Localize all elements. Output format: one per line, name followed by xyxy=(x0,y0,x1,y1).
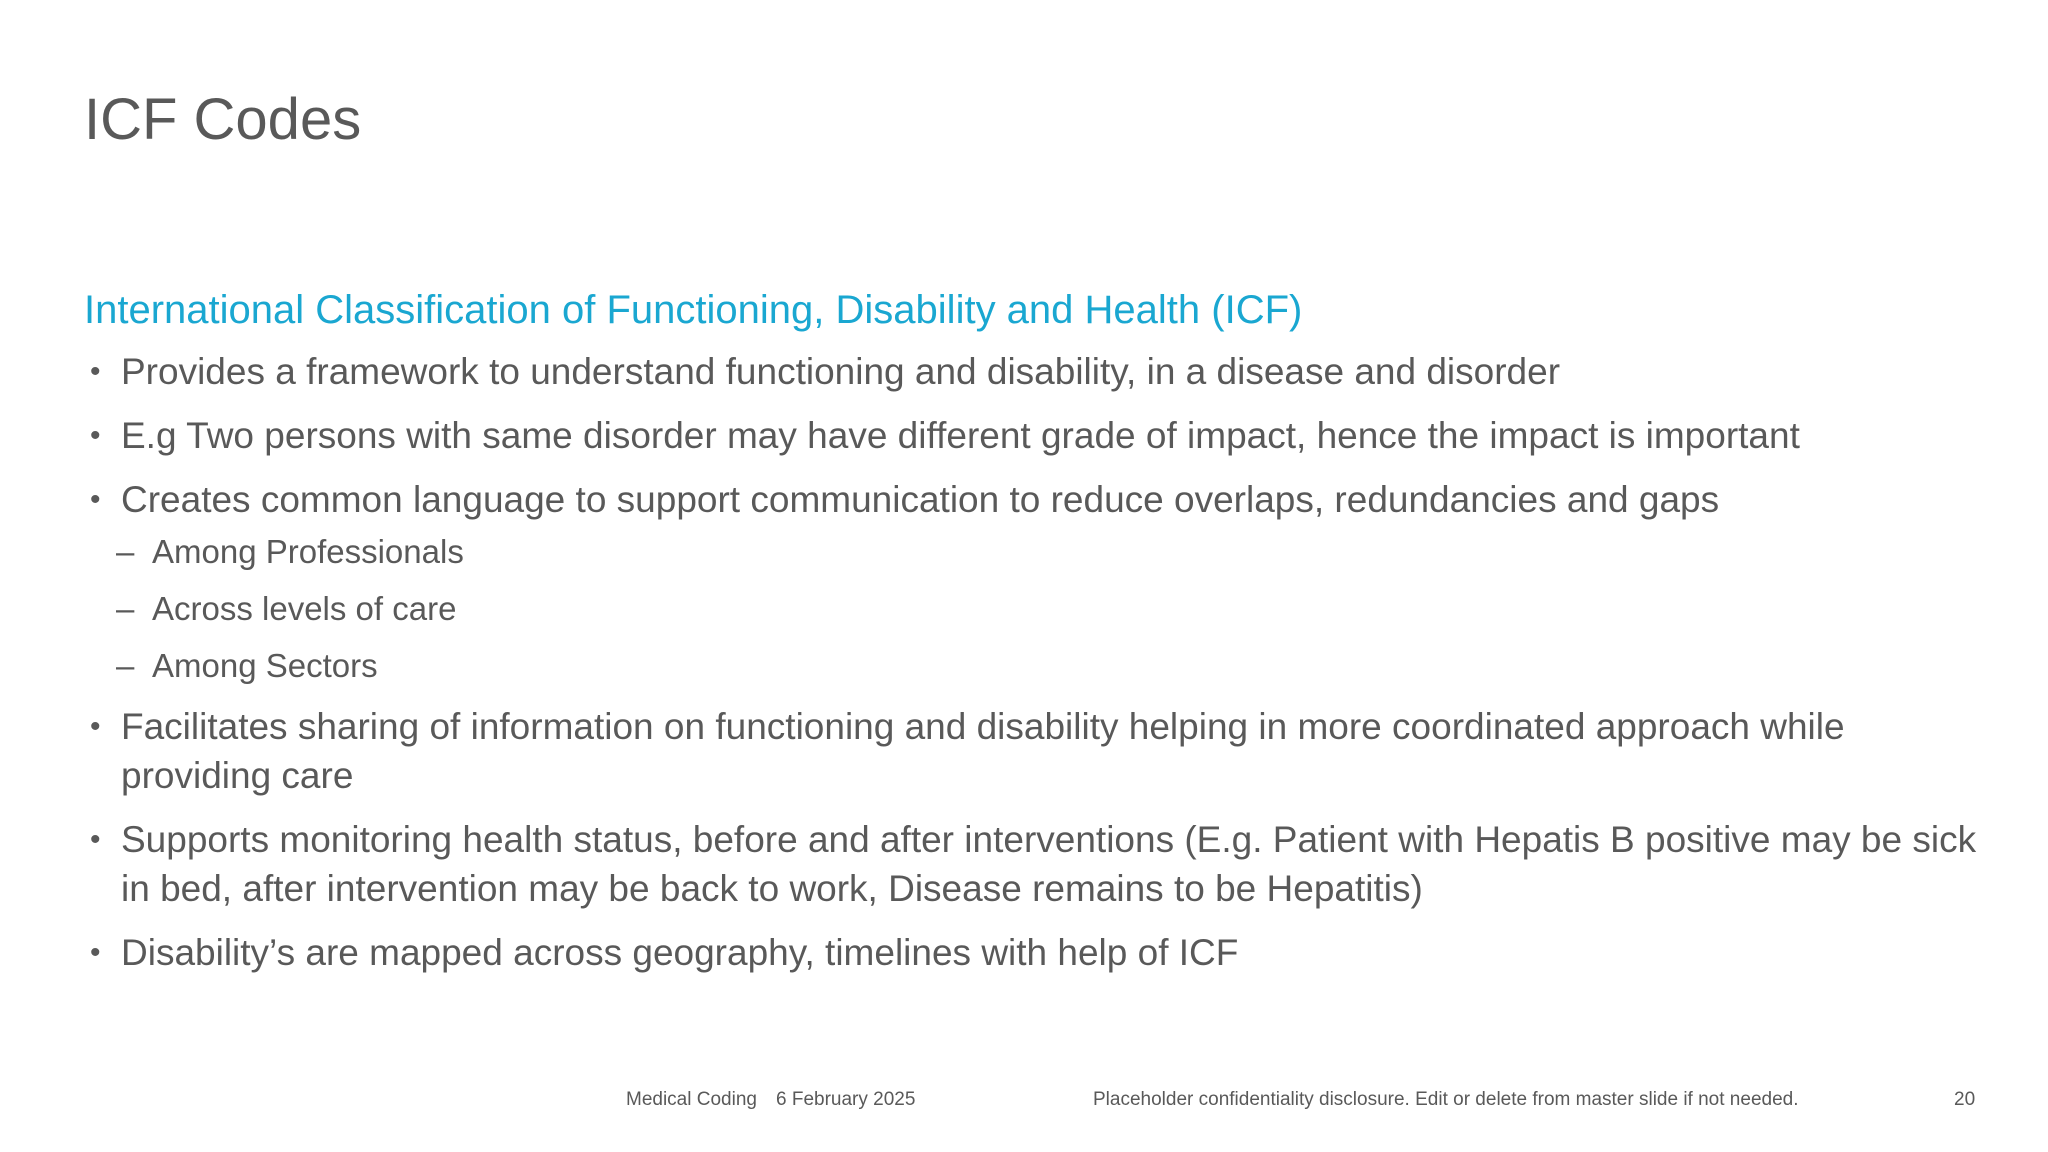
bullet-icon: • xyxy=(90,936,101,969)
dash-icon: – xyxy=(116,533,135,570)
bullet-text: Facilitates sharing of information on functioning and disability helping in more coordinated approach while providing care xyxy=(121,706,1845,796)
footer-deck-name: Medical Coding xyxy=(626,1089,757,1110)
sub-bullet-item xyxy=(84,587,2004,630)
bullet-text: Supports monitoring health status, before and after interventions (E.g. Patient with Hepatis B positive may be sick in bed, after intervention may be back to work, Disease remains to be Hepatitis) xyxy=(121,819,1977,909)
slide-title: ICF Codes xyxy=(84,87,362,152)
bullet-item xyxy=(84,475,2004,687)
slide-subtitle: International Classification of Functioning, Disability and Health (ICF) xyxy=(84,288,1303,332)
bullet-item xyxy=(84,815,2004,913)
slide-body xyxy=(84,283,2004,992)
bullet-icon: • xyxy=(90,823,101,856)
bullet-item xyxy=(84,928,2004,977)
page-number: 20 xyxy=(1954,1089,1976,1110)
sub-bullet-text: Among Sectors xyxy=(152,647,378,684)
bullet-item xyxy=(84,411,2004,460)
bullet-item xyxy=(84,347,2004,396)
footer-date: 6 February 2025 xyxy=(776,1089,916,1110)
sub-bullet-text: Across levels of care xyxy=(152,590,457,627)
bullet-text: Provides a framework to understand functioning and disability, in a disease and disorder xyxy=(121,351,1561,392)
dash-icon: – xyxy=(116,647,135,684)
bullet-text: Disability’s are mapped across geography, timelines with help of ICF xyxy=(121,932,1239,973)
sub-bullet-list xyxy=(116,530,2004,687)
bullet-icon: • xyxy=(90,355,101,388)
dash-icon: – xyxy=(116,590,135,627)
bullet-icon: • xyxy=(90,483,101,516)
bullet-item xyxy=(84,702,2004,800)
bullet-icon: • xyxy=(90,710,101,743)
bullet-text: Creates common language to support communication to reduce overlaps, redundancies and gaps xyxy=(121,479,1720,520)
sub-bullet-item xyxy=(84,644,2004,687)
sub-bullet-item xyxy=(84,530,2004,573)
footer-disclosure: Placeholder confidentiality disclosure. Edit or delete from master slide if not needed. xyxy=(1093,1089,1799,1110)
bullet-text: E.g Two persons with same disorder may have different grade of impact, hence the impact is important xyxy=(121,415,1800,456)
sub-bullet-text: Among Professionals xyxy=(152,533,464,570)
bullet-icon: • xyxy=(90,419,101,452)
bullet-list xyxy=(84,347,2004,977)
